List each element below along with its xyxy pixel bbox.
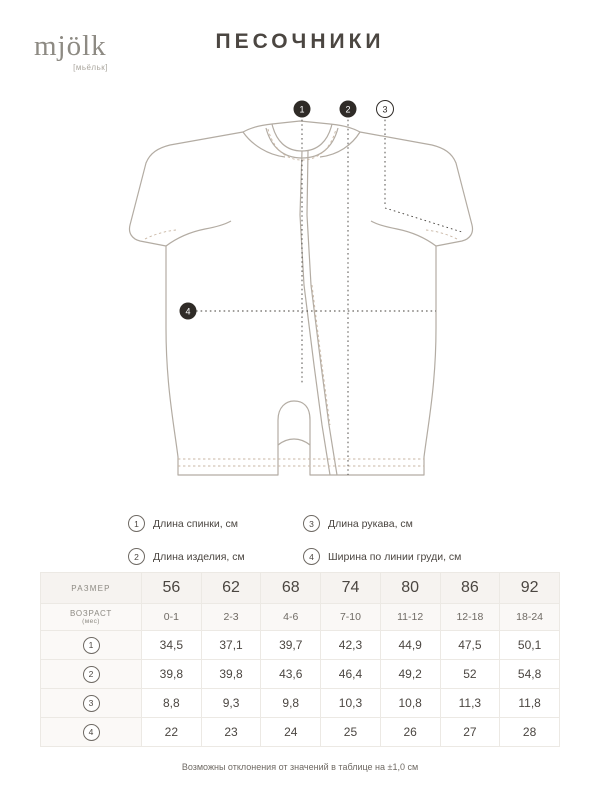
age-cell: 18-24 [500, 604, 560, 631]
age-cell: 4-6 [261, 604, 321, 631]
brand-name: mjölk [34, 30, 107, 62]
legend-badge-icon: 3 [303, 515, 320, 532]
row-header-age-label: ВОЗРАСТ [69, 608, 113, 618]
legend-item-1 [128, 515, 303, 532]
measure-row-badge [41, 660, 142, 689]
measure-cell: 9,8 [261, 689, 321, 718]
table-row [41, 660, 560, 689]
page-title: ПЕСОЧНИКИ [215, 30, 385, 53]
measure-cell: 46,4 [321, 660, 381, 689]
measure-cell: 54,8 [500, 660, 560, 689]
legend-item-4 [303, 548, 478, 565]
measure-cell: 39,8 [201, 660, 261, 689]
measure-cell: 22 [142, 718, 202, 747]
measure-cell: 23 [201, 718, 261, 747]
measure-badge-icon: 4 [83, 724, 100, 741]
age-cell: 7-10 [321, 604, 381, 631]
measure-cell: 10,8 [380, 689, 440, 718]
disclaimer-note: Возможны отклонения от значений в таблице на ±1,0 см [181, 762, 419, 772]
measure-cell: 11,8 [500, 689, 560, 718]
size-cell: 86 [440, 573, 500, 604]
row-header-age [41, 604, 142, 631]
svg-text:2: 2 [345, 104, 351, 115]
size-table [40, 572, 560, 747]
legend-label: Длина спинки, см [153, 517, 239, 530]
size-cell: 92 [500, 573, 560, 604]
legend-badge-icon: 1 [128, 515, 145, 532]
size-cell: 56 [142, 573, 202, 604]
measure-cell: 24 [261, 718, 321, 747]
legend-item-2 [128, 548, 303, 565]
measure-row-badge [41, 631, 142, 660]
measure-badge-icon: 3 [83, 695, 100, 712]
table-row [41, 689, 560, 718]
size-cell: 74 [321, 573, 381, 604]
measure-badge-icon: 1 [83, 637, 100, 654]
age-cell: 12-18 [440, 604, 500, 631]
svg-text:3: 3 [382, 104, 388, 115]
legend-item-3 [303, 515, 478, 532]
brand-subtitle: [мьёльк] [73, 63, 108, 72]
table-row [41, 718, 560, 747]
legend-label: Ширина по линии груди, см [328, 550, 462, 563]
table-row-age [41, 604, 560, 631]
garment-illustration [0, 85, 600, 500]
age-cell: 0-1 [142, 604, 202, 631]
measure-cell: 44,9 [380, 631, 440, 660]
size-cell: 80 [380, 573, 440, 604]
age-cell: 2-3 [201, 604, 261, 631]
measure-cell: 10,3 [321, 689, 381, 718]
svg-text:1: 1 [299, 104, 305, 115]
measure-cell: 42,3 [321, 631, 381, 660]
measure-row-badge [41, 718, 142, 747]
measure-cell: 28 [500, 718, 560, 747]
measure-row-badge [41, 689, 142, 718]
age-cell: 11-12 [380, 604, 440, 631]
measure-cell: 39,8 [142, 660, 202, 689]
measure-cell: 25 [321, 718, 381, 747]
measure-cell: 34,5 [142, 631, 202, 660]
table-row-sizes [41, 573, 560, 604]
measure-cell: 50,1 [500, 631, 560, 660]
measure-cell: 37,1 [201, 631, 261, 660]
legend-label: Длина изделия, см [153, 550, 245, 563]
measure-cell: 52 [440, 660, 500, 689]
measure-cell: 11,3 [440, 689, 500, 718]
table-row [41, 631, 560, 660]
measure-cell: 47,5 [440, 631, 500, 660]
measure-cell: 26 [380, 718, 440, 747]
legend-badge-icon: 4 [303, 548, 320, 565]
size-cell: 62 [201, 573, 261, 604]
measure-cell: 8,8 [142, 689, 202, 718]
measure-cell: 49,2 [380, 660, 440, 689]
measure-cell: 9,3 [201, 689, 261, 718]
legend-badge-icon: 2 [128, 548, 145, 565]
legend-label: Длина рукава, см [328, 517, 413, 530]
size-table-container [40, 572, 560, 747]
svg-text:4: 4 [185, 306, 191, 317]
row-header-age-unit: (мес) [82, 617, 100, 625]
measure-badge-icon: 2 [83, 666, 100, 683]
row-header-size: РАЗМЕР [41, 573, 142, 604]
measure-cell: 39,7 [261, 631, 321, 660]
measure-cell: 43,6 [261, 660, 321, 689]
measure-cell: 27 [440, 718, 500, 747]
size-cell: 68 [261, 573, 321, 604]
